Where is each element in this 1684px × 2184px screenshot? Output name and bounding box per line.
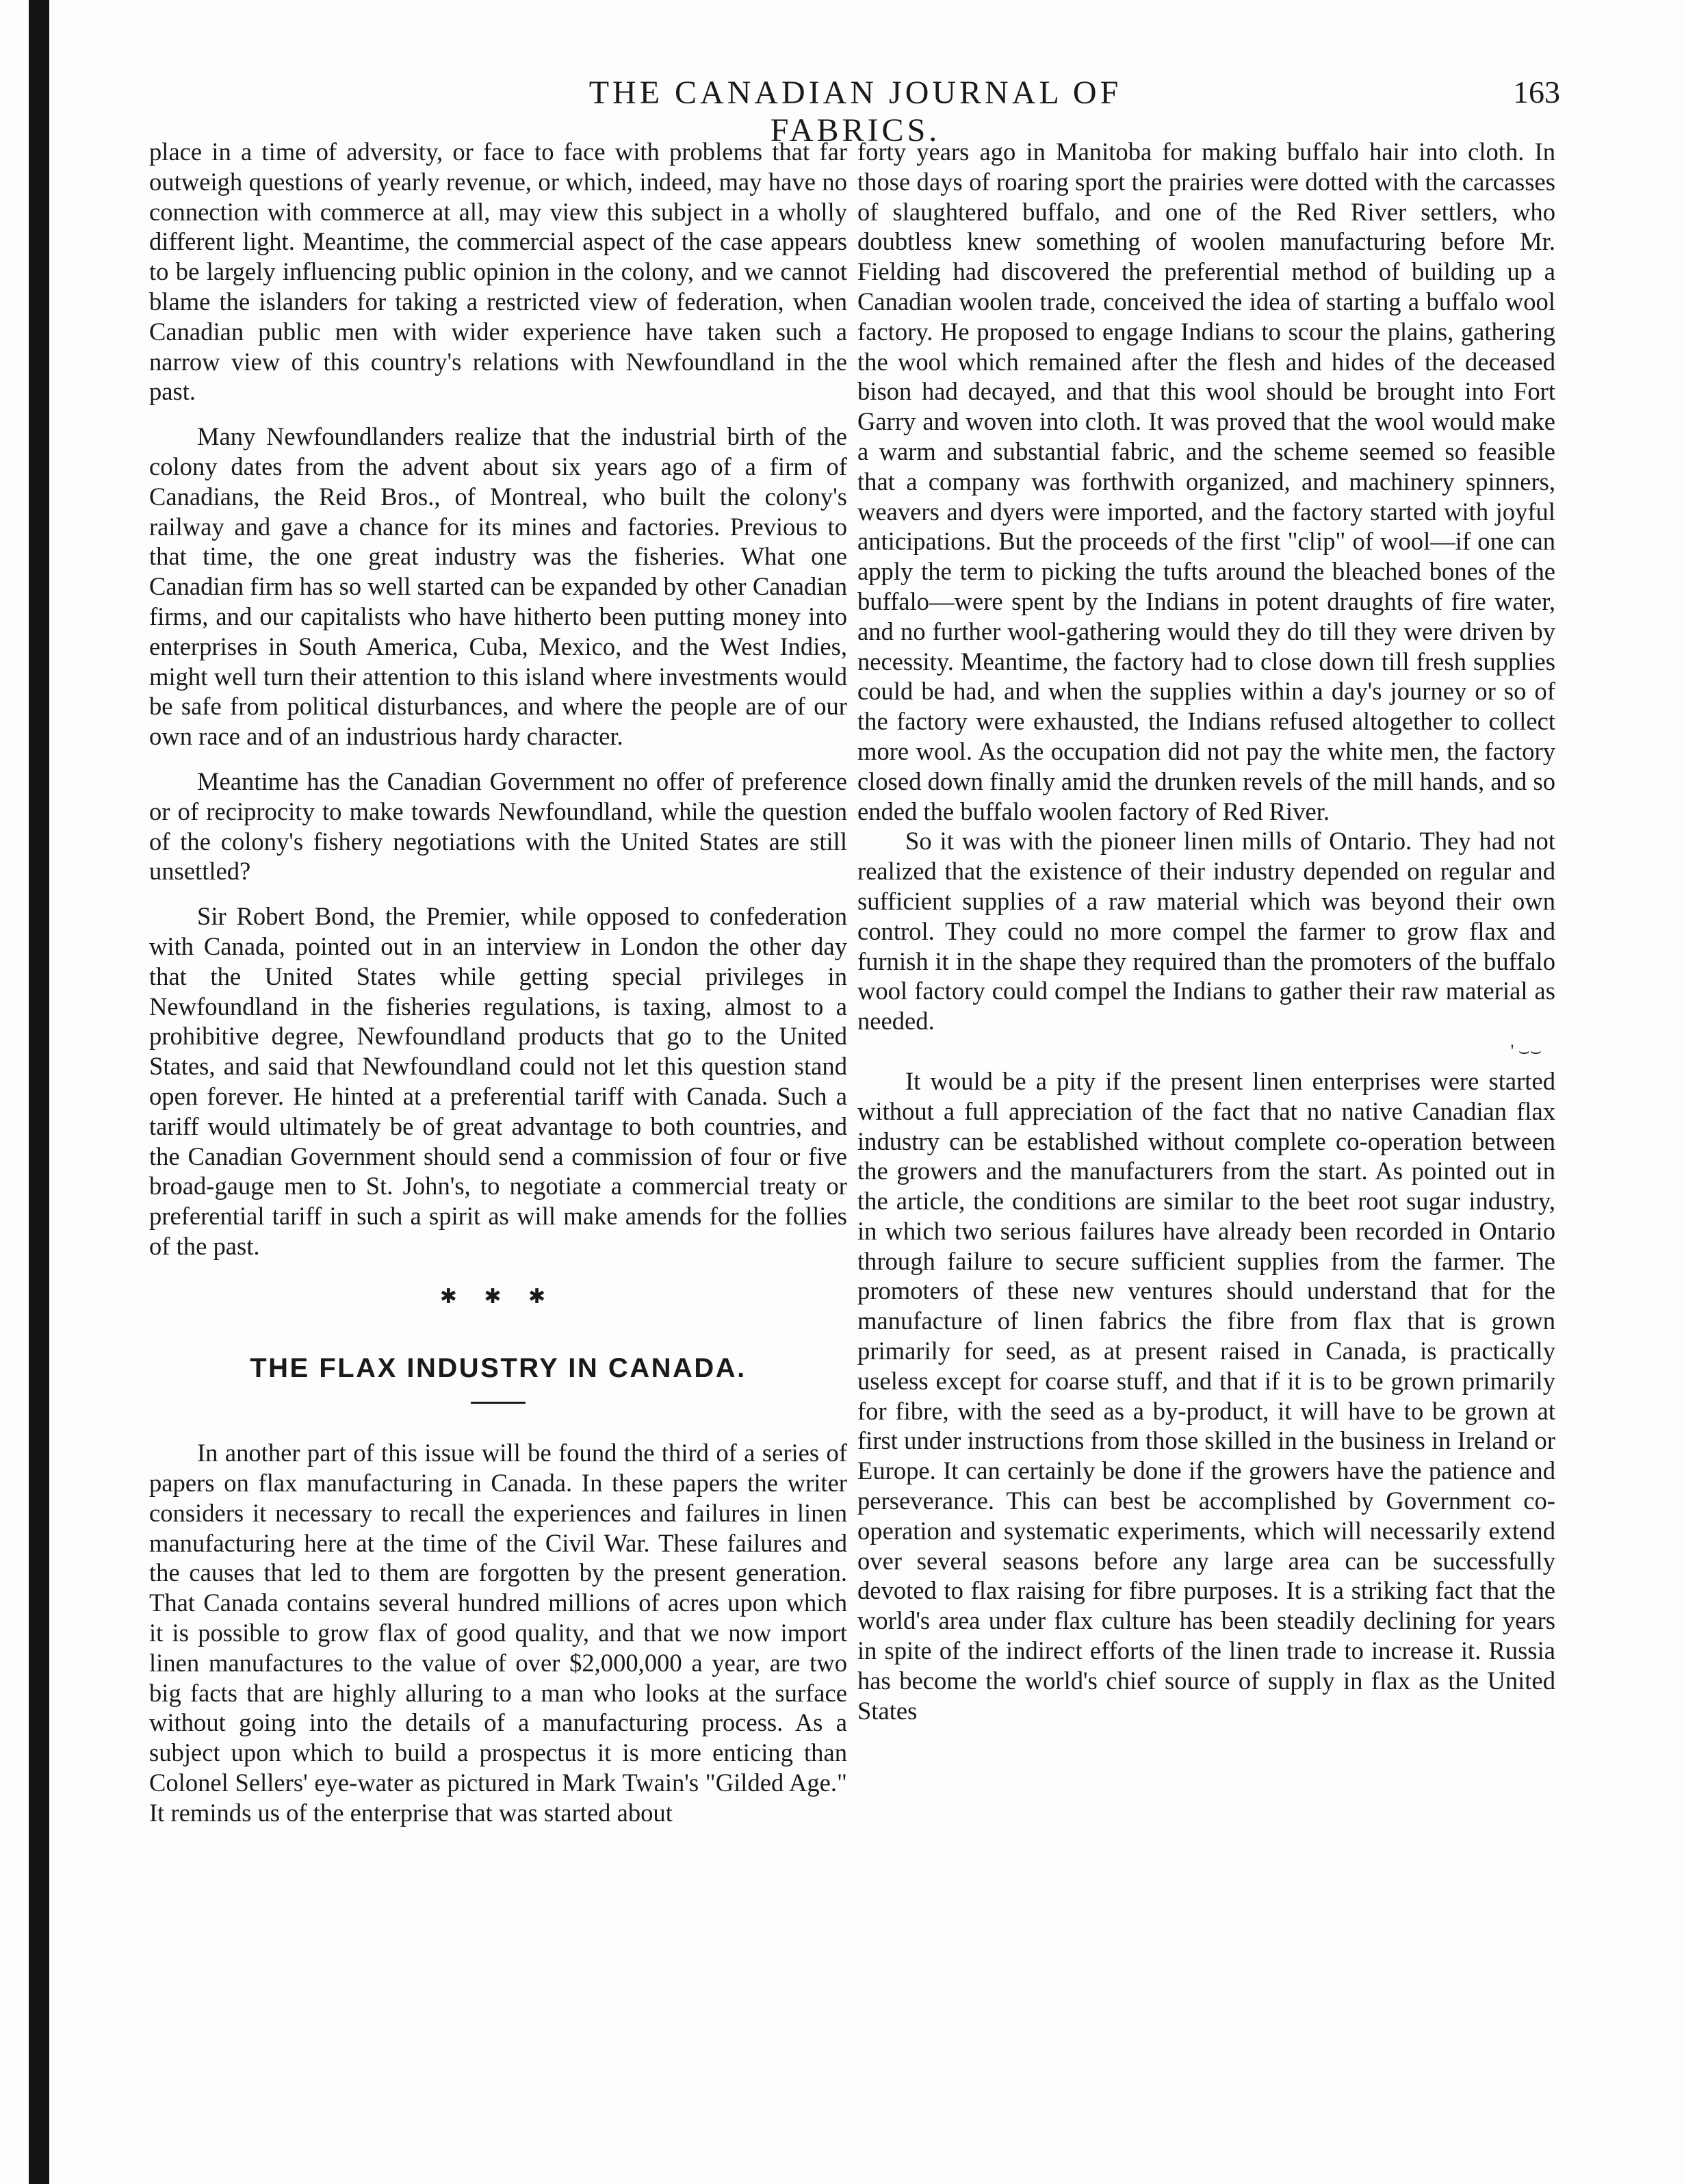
page-binding-edge: [29, 0, 49, 2184]
paragraph: So it was with the pioneer linen mills of Ontario. They had not realized that the existence of their industry depended on regular and sufficient supplies of a raw material which was beyond their own control. They could no more compel the farmer to grow flax and furnish it in the shape they required than the promoters of the buffalo wool factory could compel the Indians to gather their raw material as needed.: [857, 827, 1555, 1036]
right-column: [857, 137, 1555, 2135]
paragraph: place in a time of adversity, or face to face with problems that far outweigh questions of yearly revenue, or which, indeed, may have no connection with commerce at all, may view this subject in a wholly different light. Meantime, the commercial aspect of the case appears to be largely influencing public opinion in the colony, and we cannot blame the islanders for taking a restricted view of federation, when Canadian public men with wider experience have taken such a narrow view of this country's relations with Newfoundland in the past.: [149, 138, 847, 406]
section-title: THE FLAX INDUSTRY IN CANADA.: [250, 1353, 747, 1384]
section-separator: ✱ ✱ ✱: [439, 1285, 557, 1308]
section-ornament: ' ⌣⌣: [1510, 1040, 1542, 1061]
left-column: [149, 137, 847, 2135]
title-rule: [471, 1402, 526, 1404]
paragraph: It would be a pity if the present linen enterprises were started without a full appreciation of the fact that no native Canadian flax industry can be established without complete co-operation between the growers and the manufacturers from the start. As pointed out in the article, the conditions are similar to the beet root sugar industry, in which two serious failures have already been recorded in Ontario through failure to secure sufficient supplies from the farmer. The promoters of these new ventures should understand that for the manufacture of linen fabrics the fibre from flax that is grown primarily for seed, as at present raised in Canada, is practically useless except for coarse stuff, and that if it is to be grown primarily for fibre, with the seed as a by-product, it will have to be grown at first under instructions from those skilled in the business in Ireland or Europe. It can certainly be done if the growers have the patience and perseverance. This can best be accomplished by Government co-operation and systematic experiments, which will necessarily extend over several seasons before any large area can be successfully devoted to flax raising for fibre purposes. It is a striking fact that the world's area under flax culture has been steadily declining for years in spite of the indirect efforts of the linen trade to increase it. Russia has become the world's chief source of supply in flax as the United States: [857, 1066, 1555, 1725]
page-number: 163: [1513, 75, 1560, 110]
paragraph: Sir Robert Bond, the Premier, while opposed to confederation with Canada, pointed out in an interview in London the other day that the United States while getting special privileges in Newfoundland in the fisheries regulations, is taxing, almost to a prohibitive degree, Newfoundland products that go to the United States, and said that Newfoundland could not let this question stand open forever. He hinted at a preferential tariff with Canada. Such a tariff would ultimately be of great advantage to both countries, and the Canadian Government should send a commission of four or five broad-gauge men to St. John's, to negotiate a commercial treaty or preferential tariff in such a spirit as will make amends for the follies of the past.: [149, 902, 847, 1260]
paragraph: In another part of this issue will be found the third of a series of papers on flax manufacturing in Canada. In these papers the writer considers it necessary to recall the experiences and failures in linen manufacturing here at the time of the Civil War. These failures and the causes that led to them are forgotten by the present generation. That Canada contains several hundred millions of acres upon which it is possible to grow flax of good quality, and that we now import linen manufactures to the value of over $2,000,000 a year, are two big facts that are highly alluring to a man who looks at the surface without going into the details of a manufacturing process. As a subject upon which to build a prospectus it is more enticing than Colonel Sellers' eye-water as pictured in Mark Twain's "Gilded Age." It reminds us of the enterprise that was started about: [149, 1439, 847, 1827]
paragraph: forty years ago in Manitoba for making buffalo hair into cloth. In those days of roaring sport the prairies were dotted with the carcasses of slaughtered buffalo, and one of the Red River settlers, who doubtless knew something of woolen manufacturing before Mr. Fielding had discovered the preferential method of building up a Canadian woolen trade, conceived the idea of starting a buffalo wool factory. He proposed to engage Indians to scour the plains, gathering the wool which remained after the flesh and hides of the deceased bison had decayed, and that this wool should be brought into Fort Garry and woven into cloth. It was proved that the wool would make a warm and substantial fabric, and the scheme seemed so feasible that a company was forthwith organized, and machinery spinners, weavers and dyers were imported, and the factory started with joyful anticipations. But the proceeds of the first "clip" of wool—if one can apply the term to picking the tufts around the bleached bones of the buffalo—were spent by the Indians in potent draughts of fire water, and no further wool-gathering would they do till they were driven by necessity. Meantime, the factory had to close down till fresh supplies could be had, and when the supplies within a day's journey or so of the factory were exhausted, the Indians refused altogether to collect more wool. As the occupation did not pay the white men, the factory closed down finally amid the drunken revels of the mill hands, and so ended the buffalo woolen factory of Red River.: [857, 138, 1555, 825]
journal-title: THE CANADIAN JOURNAL OF FABRICS.: [588, 75, 1122, 149]
paragraph: Meantime has the Canadian Government no offer of preference or of reciprocity to make towards Newfoundland, while the question of the colony's fishery negotiations with the United States are still unsettled?: [149, 767, 847, 886]
paragraph: Many Newfoundlanders realize that the industrial birth of the colony dates from the advent about six years ago of a firm of Canadians, the Reid Bros., of Montreal, who built the colony's railway and gave a chance for its mines and factories. Previous to that time, the one great industry was the fisheries. What one Canadian firm has so well started can be expanded by other Canadian firms, and our capitalists who have hitherto been putting money into enterprises in South America, Cuba, Mexico, and the West Indies, might well turn their attention to this island where investments would be safe from political disturbances, and where the people are of our own race and of an industrious hardy character.: [149, 422, 847, 751]
page-header: [89, 68, 1560, 149]
